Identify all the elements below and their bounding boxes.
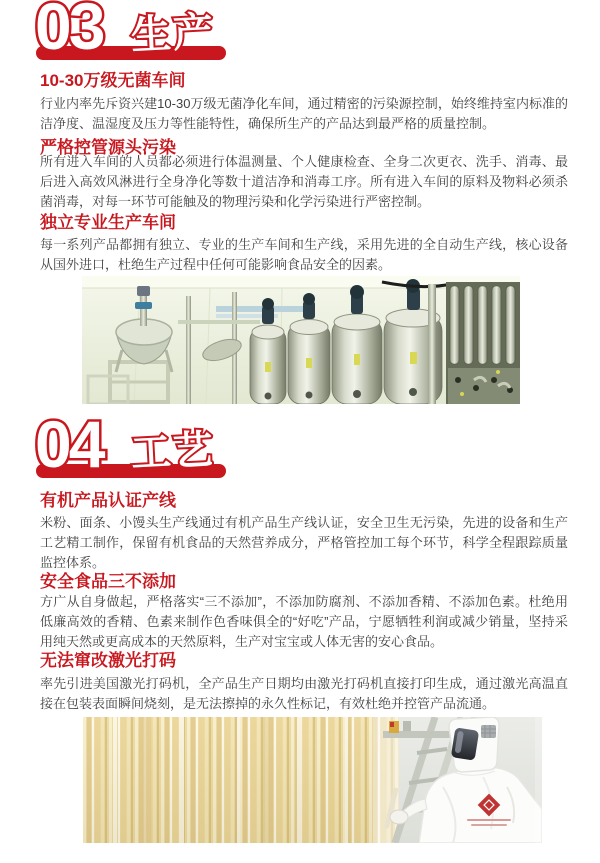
section-header-production (35, 2, 315, 68)
section-number: 03 (35, 0, 103, 63)
heading-source-pollution-control: 严格控管源头污染 (40, 138, 176, 157)
section-title: 工艺 (129, 427, 217, 477)
heading-no-additives: 安全食品三不添加 (40, 572, 176, 591)
section-number: 04 (35, 407, 103, 481)
paragraph-no-additives: 方广从自身做起，严格落实“三不添加”，不添加防腐剂、不添加香精、不添加色素。杜绝用低廉高效的香精、色素来制作色香味俱全的“好吃”产品，宁愿牺牲利润或减少销量，坚持采用纯天然或更高成本的天然原料，生产对宝宝或人体无害的安心食品。 (40, 594, 568, 649)
noodle-production-photo (83, 717, 542, 843)
section-title: 生产 (129, 9, 217, 59)
heading-clean-workshop: 10-30万级无菌车间 (40, 71, 186, 90)
paragraph-laser-coding: 率先引进美国激光打码机，全产品生产日期均由激光打码机直接打印生成，通过激光高温直接在包装表面瞬间烧刻，是无法擦掉的永久性标记，有效杜绝并控管产品流通。 (40, 676, 568, 711)
heading-laser-coding: 无法窜改激光打码 (40, 651, 176, 670)
paragraph-organic-line: 米粉、面条、小馒头生产线通过有机产品生产线认证，安全卫生无污染，先进的设备和生产工艺精工制作，保留有机食品的天然营养成分，严格管控加工每个环节，科学全程跟踪质量监控体系。 (40, 515, 568, 570)
section-header-craftsmanship (35, 407, 315, 486)
paragraph-clean-workshop: 行业内率先斥资兴建10-30万级无菌净化车间，通过精密的污染源控制，始终维持室内标准的洁净度、温湿度及压力等性能特性，确保所生产的产品达到最严格的质量控制。 (40, 96, 568, 131)
heading-organic-line: 有机产品认证产线 (40, 491, 176, 510)
heading-independent-workshop: 独立专业生产车间 (40, 213, 176, 232)
factory-equipment-photo (82, 276, 520, 404)
paragraph-source-pollution-control: 所有进入车间的人员都必须进行体温测量、个人健康检查、全身二次更衣、洗手、消毒、最后进入高效风淋进行全身净化等数十道洁净和消毒工序。所有进入车间的原料及物料必须杀菌消毒，对每一环节可能触及的物理污染和化学污染进行严密控制。 (40, 154, 568, 209)
paragraph-independent-workshop: 每一系列产品都拥有独立、专业的生产车间和生产线，采用先进的全自动生产线，核心设备从国外进口，杜绝生产过程中任何可能影响食品安全的因素。 (40, 237, 568, 272)
